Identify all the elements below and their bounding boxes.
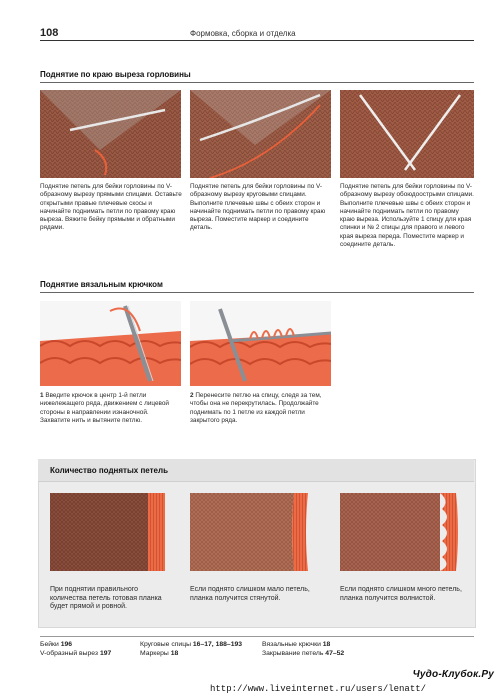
- index-entry[interactable]: Маркеры 18: [140, 649, 179, 657]
- index-entry[interactable]: Закрывание петель 47–52: [262, 649, 345, 657]
- index-entry[interactable]: Круговые спицы 16–17, 188–193: [140, 641, 243, 648]
- step-number: 2: [190, 392, 194, 399]
- caption-double-pointed-needles: Поднятие петель для бейки горловины по V-образному вырезу обоюдоострыми спицами. Выполните плечевые швы с обеих сторон и начинайте поднимать петли по правому краю выреза. Используйте 1 спицу для края спинки и № 2 спицы для правого и левого края выреза переда. Поместите маркер и соедините деталь.: [340, 183, 474, 249]
- index-entry[interactable]: Вязальные крючки 18: [262, 641, 331, 648]
- swatch-too-few: [190, 493, 310, 571]
- source-url[interactable]: http://www.liveinternet.ru/users/lenatt/: [210, 684, 427, 694]
- photo-double-pointed-needles: [340, 90, 474, 178]
- caption-correct: При поднятии правильного количества петель готовая планка будет прямой и ровной.: [50, 586, 162, 611]
- swatch-too-many: [340, 493, 460, 571]
- section-title-crochet: Поднятие вязальным крючком: [40, 280, 163, 289]
- page-number: 108: [40, 27, 59, 39]
- section-title-neckline: Поднятие по краю выреза горловины: [40, 70, 191, 79]
- caption-too-many: Если поднято слишком много петель, планка получится волнистой.: [340, 586, 462, 602]
- index-col-3: [262, 641, 344, 658]
- step-text: Введите крючок в центр 1-й петли нижележащего ряда, движением с лицевой стороны в направлении изнаночной. Захватите нить и вытяните петлю.: [40, 392, 169, 424]
- header-rule: [40, 40, 474, 41]
- step-number: 1: [40, 392, 44, 399]
- section-rule: [40, 82, 474, 83]
- index-rule: [40, 636, 474, 637]
- swatch-correct: [50, 493, 165, 571]
- illustration-crochet-step-2: [190, 301, 331, 386]
- step-text: Перенесите петлю на спицу, следя за тем, чтобы она не перекрутилась. Продолжайте поднимать по 1 петле из каждой петли закрытого ряда.: [190, 392, 322, 424]
- index-col-2: [140, 641, 242, 658]
- site-brand: Чудо-Клубок.Ру: [412, 669, 494, 680]
- section-rule: [40, 292, 474, 293]
- illustration-crochet-step-1: [40, 301, 181, 386]
- crochet-step-1: [40, 392, 180, 425]
- section-title-stitch-count: Количество поднятых петель: [50, 466, 169, 475]
- photo-circular-needles: [190, 90, 331, 178]
- caption-circular-needles: Поднятие петель для бейки горловины по V-образному вырезу круговыми спицами. Выполните плечевые швы с обеих сторон и начинайте поднимать петли по правому краю выреза. Поместите маркер и соедините деталь.: [190, 183, 326, 232]
- index-entry[interactable]: V-образный вырез 197: [40, 649, 112, 657]
- index-entry[interactable]: Бейки 196: [40, 641, 73, 648]
- crochet-step-2: [190, 392, 330, 425]
- photo-straight-needles: [40, 90, 181, 178]
- index-col-1: [40, 641, 111, 658]
- caption-straight-needles: Поднятие петель для бейки горловины по V-образному вырезу прямыми спицами. Оставьте открытыми правые плечевые скосы и начинайте поднимать петли по правому краю выреза. Вяжите бейку прямыми и обратными рядами.: [40, 183, 182, 232]
- caption-too-few: Если поднято слишком мало петель, планка получится стянутой.: [190, 586, 310, 602]
- running-title: Формовка, сборка и отделка: [190, 29, 296, 38]
